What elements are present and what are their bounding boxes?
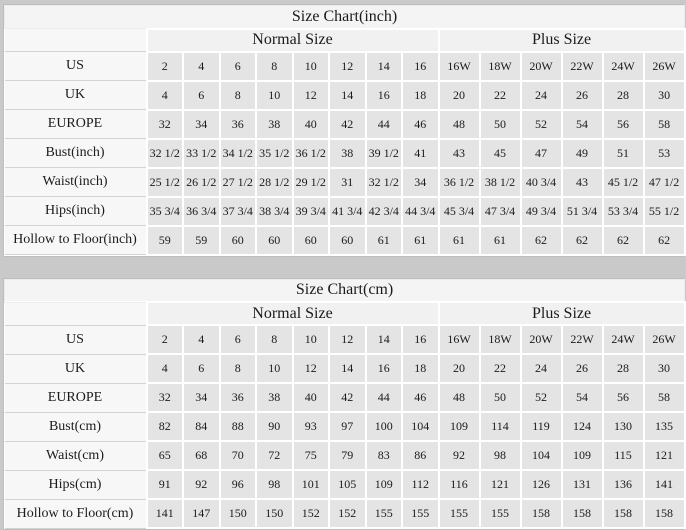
size-value-cell: 52 bbox=[521, 383, 562, 412]
size-value-cell: 14 bbox=[329, 81, 366, 110]
size-value-cell: 14 bbox=[329, 354, 366, 383]
size-value-cell: 62 bbox=[644, 226, 685, 255]
size-value-cell: 25 1/2 bbox=[147, 168, 184, 197]
size-value-cell: 114 bbox=[480, 412, 521, 441]
row-label: US bbox=[5, 325, 147, 354]
size-value-cell: 36 1/2 bbox=[439, 168, 480, 197]
size-row bbox=[5, 441, 685, 470]
row-label: Hips(inch) bbox=[5, 197, 147, 226]
size-value-cell: 109 bbox=[439, 412, 480, 441]
size-value-cell: 12 bbox=[293, 81, 330, 110]
size-value-cell: 136 bbox=[603, 470, 644, 499]
size-value-cell: 109 bbox=[366, 470, 403, 499]
size-value-cell: 116 bbox=[439, 470, 480, 499]
size-value-cell: 26 1/2 bbox=[183, 168, 220, 197]
size-value-cell: 38 1/2 bbox=[480, 168, 521, 197]
row-label: Hollow to Floor(inch) bbox=[5, 226, 147, 255]
size-value-cell: 16 bbox=[366, 81, 403, 110]
row-label: EUROPE bbox=[5, 110, 147, 139]
size-value-cell: 100 bbox=[366, 412, 403, 441]
size-value-cell: 34 bbox=[183, 110, 220, 139]
size-value-cell: 22W bbox=[562, 52, 603, 81]
size-value-cell: 93 bbox=[293, 412, 330, 441]
size-row bbox=[5, 499, 685, 528]
title-row bbox=[5, 6, 685, 29]
row-label: Bust(cm) bbox=[5, 412, 147, 441]
size-value-cell: 34 1/2 bbox=[220, 139, 257, 168]
size-row bbox=[5, 197, 685, 226]
size-value-cell: 61 bbox=[366, 226, 403, 255]
size-value-cell: 42 bbox=[329, 110, 366, 139]
size-value-cell: 49 bbox=[562, 139, 603, 168]
size-value-cell: 38 bbox=[329, 139, 366, 168]
size-value-cell: 58 bbox=[644, 383, 685, 412]
size-value-cell: 92 bbox=[183, 470, 220, 499]
size-value-cell: 31 bbox=[329, 168, 366, 197]
size-value-cell: 158 bbox=[562, 499, 603, 528]
normal-size-header: Normal Size bbox=[147, 29, 439, 52]
size-value-cell: 60 bbox=[220, 226, 257, 255]
size-row bbox=[5, 52, 685, 81]
row-label: US bbox=[5, 52, 147, 81]
size-value-cell: 22 bbox=[480, 81, 521, 110]
table-title: Size Chart(cm) bbox=[5, 279, 685, 302]
size-value-cell: 58 bbox=[644, 110, 685, 139]
row-label: EUROPE bbox=[5, 383, 147, 412]
size-value-cell: 10 bbox=[256, 81, 293, 110]
size-value-cell: 39 1/2 bbox=[366, 139, 403, 168]
size-value-cell: 36 3/4 bbox=[183, 197, 220, 226]
size-table-cm bbox=[4, 279, 686, 530]
size-row bbox=[5, 110, 685, 139]
size-value-cell: 59 bbox=[183, 226, 220, 255]
size-value-cell: 50 bbox=[480, 383, 521, 412]
size-value-cell: 10 bbox=[256, 354, 293, 383]
size-value-cell: 83 bbox=[366, 441, 403, 470]
size-value-cell: 27 1/2 bbox=[220, 168, 257, 197]
size-value-cell: 70 bbox=[220, 441, 257, 470]
size-value-cell: 4 bbox=[147, 81, 184, 110]
size-value-cell: 126 bbox=[521, 470, 562, 499]
size-value-cell: 98 bbox=[256, 470, 293, 499]
size-value-cell: 20 bbox=[439, 81, 480, 110]
size-chart-cm-table bbox=[3, 278, 683, 530]
size-value-cell: 51 bbox=[603, 139, 644, 168]
size-value-cell: 30 bbox=[644, 354, 685, 383]
size-value-cell: 59 bbox=[147, 226, 184, 255]
size-value-cell: 4 bbox=[147, 354, 184, 383]
size-value-cell: 53 bbox=[644, 139, 685, 168]
size-row bbox=[5, 325, 685, 354]
size-value-cell: 26W bbox=[644, 325, 685, 354]
size-value-cell: 61 bbox=[439, 226, 480, 255]
size-value-cell: 101 bbox=[293, 470, 330, 499]
size-value-cell: 115 bbox=[603, 441, 644, 470]
size-value-cell: 60 bbox=[293, 226, 330, 255]
size-value-cell: 62 bbox=[521, 226, 562, 255]
size-value-cell: 26 bbox=[562, 81, 603, 110]
size-value-cell: 42 bbox=[329, 383, 366, 412]
size-value-cell: 16 bbox=[402, 325, 439, 354]
size-value-cell: 24 bbox=[521, 81, 562, 110]
size-value-cell: 45 bbox=[480, 139, 521, 168]
size-value-cell: 36 bbox=[220, 383, 257, 412]
size-row bbox=[5, 226, 685, 255]
size-value-cell: 40 3/4 bbox=[521, 168, 562, 197]
size-row bbox=[5, 139, 685, 168]
size-value-cell: 82 bbox=[147, 412, 184, 441]
size-value-cell: 8 bbox=[220, 81, 257, 110]
size-value-cell: 44 3/4 bbox=[402, 197, 439, 226]
size-value-cell: 34 bbox=[402, 168, 439, 197]
size-value-cell: 16 bbox=[402, 52, 439, 81]
size-value-cell: 121 bbox=[480, 470, 521, 499]
corner-cell bbox=[5, 29, 147, 52]
size-value-cell: 119 bbox=[521, 412, 562, 441]
size-value-cell: 55 1/2 bbox=[644, 197, 685, 226]
size-value-cell: 79 bbox=[329, 441, 366, 470]
size-value-cell: 40 bbox=[293, 383, 330, 412]
size-value-cell: 86 bbox=[402, 441, 439, 470]
size-value-cell: 47 bbox=[521, 139, 562, 168]
size-value-cell: 36 bbox=[220, 110, 257, 139]
size-value-cell: 53 3/4 bbox=[603, 197, 644, 226]
size-value-cell: 12 bbox=[329, 325, 366, 354]
size-chart-inch-table bbox=[3, 4, 683, 257]
row-label: Hollow to Floor(cm) bbox=[5, 499, 147, 528]
size-value-cell: 141 bbox=[644, 470, 685, 499]
size-value-cell: 47 3/4 bbox=[480, 197, 521, 226]
size-value-cell: 35 1/2 bbox=[256, 139, 293, 168]
size-value-cell: 42 3/4 bbox=[366, 197, 403, 226]
size-value-cell: 8 bbox=[256, 52, 293, 81]
size-value-cell: 18 bbox=[402, 81, 439, 110]
size-value-cell: 130 bbox=[603, 412, 644, 441]
size-value-cell: 54 bbox=[562, 383, 603, 412]
size-value-cell: 147 bbox=[183, 499, 220, 528]
table-title: Size Chart(inch) bbox=[5, 6, 685, 29]
size-value-cell: 96 bbox=[220, 470, 257, 499]
size-value-cell: 26W bbox=[644, 52, 685, 81]
size-value-cell: 2 bbox=[147, 325, 184, 354]
size-value-cell: 45 3/4 bbox=[439, 197, 480, 226]
size-value-cell: 44 bbox=[366, 110, 403, 139]
size-value-cell: 88 bbox=[220, 412, 257, 441]
corner-cell bbox=[5, 302, 147, 325]
size-value-cell: 32 bbox=[147, 383, 184, 412]
size-value-cell: 48 bbox=[439, 383, 480, 412]
size-value-cell: 6 bbox=[183, 81, 220, 110]
size-value-cell: 109 bbox=[562, 441, 603, 470]
size-value-cell: 98 bbox=[480, 441, 521, 470]
size-value-cell: 105 bbox=[329, 470, 366, 499]
size-value-cell: 60 bbox=[256, 226, 293, 255]
size-value-cell: 65 bbox=[147, 441, 184, 470]
size-value-cell: 18 bbox=[402, 354, 439, 383]
size-value-cell: 32 1/2 bbox=[147, 139, 184, 168]
size-value-cell: 124 bbox=[562, 412, 603, 441]
size-value-cell: 38 3/4 bbox=[256, 197, 293, 226]
size-value-cell: 28 1/2 bbox=[256, 168, 293, 197]
size-value-cell: 47 1/2 bbox=[644, 168, 685, 197]
size-value-cell: 8 bbox=[220, 354, 257, 383]
size-value-cell: 121 bbox=[644, 441, 685, 470]
size-value-cell: 152 bbox=[329, 499, 366, 528]
size-value-cell: 6 bbox=[220, 52, 257, 81]
size-value-cell: 24W bbox=[603, 52, 644, 81]
size-value-cell: 60 bbox=[329, 226, 366, 255]
group-header-row bbox=[5, 29, 685, 52]
size-value-cell: 52 bbox=[521, 110, 562, 139]
size-value-cell: 37 3/4 bbox=[220, 197, 257, 226]
size-value-cell: 131 bbox=[562, 470, 603, 499]
size-value-cell: 51 3/4 bbox=[562, 197, 603, 226]
size-value-cell: 6 bbox=[220, 325, 257, 354]
size-row bbox=[5, 383, 685, 412]
size-value-cell: 41 3/4 bbox=[329, 197, 366, 226]
size-value-cell: 29 1/2 bbox=[293, 168, 330, 197]
row-label: Bust(inch) bbox=[5, 139, 147, 168]
row-label: Hips(cm) bbox=[5, 470, 147, 499]
size-value-cell: 26 bbox=[562, 354, 603, 383]
size-value-cell: 18W bbox=[480, 52, 521, 81]
size-value-cell: 61 bbox=[480, 226, 521, 255]
size-value-cell: 91 bbox=[147, 470, 184, 499]
size-value-cell: 10 bbox=[293, 52, 330, 81]
size-value-cell: 45 1/2 bbox=[603, 168, 644, 197]
size-value-cell: 28 bbox=[603, 354, 644, 383]
size-value-cell: 61 bbox=[402, 226, 439, 255]
size-value-cell: 22 bbox=[480, 354, 521, 383]
size-value-cell: 32 1/2 bbox=[366, 168, 403, 197]
size-value-cell: 56 bbox=[603, 110, 644, 139]
size-value-cell: 14 bbox=[366, 52, 403, 81]
size-value-cell: 54 bbox=[562, 110, 603, 139]
size-value-cell: 150 bbox=[220, 499, 257, 528]
size-value-cell: 155 bbox=[439, 499, 480, 528]
size-value-cell: 32 bbox=[147, 110, 184, 139]
size-value-cell: 40 bbox=[293, 110, 330, 139]
size-value-cell: 152 bbox=[293, 499, 330, 528]
size-value-cell: 34 bbox=[183, 383, 220, 412]
size-value-cell: 62 bbox=[603, 226, 644, 255]
size-value-cell: 41 bbox=[402, 139, 439, 168]
size-value-cell: 158 bbox=[521, 499, 562, 528]
size-value-cell: 50 bbox=[480, 110, 521, 139]
size-value-cell: 84 bbox=[183, 412, 220, 441]
size-value-cell: 92 bbox=[439, 441, 480, 470]
size-value-cell: 75 bbox=[293, 441, 330, 470]
title-row bbox=[5, 279, 685, 302]
size-value-cell: 22W bbox=[562, 325, 603, 354]
size-value-cell: 39 3/4 bbox=[293, 197, 330, 226]
size-value-cell: 38 bbox=[256, 383, 293, 412]
size-value-cell: 8 bbox=[256, 325, 293, 354]
size-table-body bbox=[5, 325, 685, 528]
size-value-cell: 104 bbox=[521, 441, 562, 470]
size-value-cell: 155 bbox=[402, 499, 439, 528]
size-value-cell: 12 bbox=[293, 354, 330, 383]
row-label: UK bbox=[5, 81, 147, 110]
size-value-cell: 38 bbox=[256, 110, 293, 139]
size-value-cell: 20W bbox=[521, 52, 562, 81]
size-value-cell: 48 bbox=[439, 110, 480, 139]
size-value-cell: 2 bbox=[147, 52, 184, 81]
size-value-cell: 30 bbox=[644, 81, 685, 110]
size-value-cell: 90 bbox=[256, 412, 293, 441]
size-value-cell: 24W bbox=[603, 325, 644, 354]
size-value-cell: 135 bbox=[644, 412, 685, 441]
plus-size-header: Plus Size bbox=[439, 302, 685, 325]
size-chart-page bbox=[0, 4, 686, 530]
size-value-cell: 56 bbox=[603, 383, 644, 412]
plus-size-header: Plus Size bbox=[439, 29, 685, 52]
size-row bbox=[5, 412, 685, 441]
size-value-cell: 46 bbox=[402, 383, 439, 412]
size-table-body bbox=[5, 52, 685, 255]
size-value-cell: 43 bbox=[562, 168, 603, 197]
size-row bbox=[5, 81, 685, 110]
size-value-cell: 158 bbox=[644, 499, 685, 528]
size-value-cell: 18W bbox=[480, 325, 521, 354]
size-value-cell: 150 bbox=[256, 499, 293, 528]
size-value-cell: 20W bbox=[521, 325, 562, 354]
size-value-cell: 72 bbox=[256, 441, 293, 470]
size-value-cell: 46 bbox=[402, 110, 439, 139]
size-value-cell: 155 bbox=[480, 499, 521, 528]
size-value-cell: 112 bbox=[402, 470, 439, 499]
size-value-cell: 14 bbox=[366, 325, 403, 354]
size-row bbox=[5, 354, 685, 383]
size-value-cell: 36 1/2 bbox=[293, 139, 330, 168]
size-value-cell: 68 bbox=[183, 441, 220, 470]
size-value-cell: 104 bbox=[402, 412, 439, 441]
size-value-cell: 4 bbox=[183, 325, 220, 354]
size-value-cell: 24 bbox=[521, 354, 562, 383]
row-label: Waist(inch) bbox=[5, 168, 147, 197]
size-value-cell: 16W bbox=[439, 52, 480, 81]
size-value-cell: 16 bbox=[366, 354, 403, 383]
normal-size-header: Normal Size bbox=[147, 302, 439, 325]
size-value-cell: 141 bbox=[147, 499, 184, 528]
group-header-row bbox=[5, 302, 685, 325]
size-value-cell: 33 1/2 bbox=[183, 139, 220, 168]
row-label: Waist(cm) bbox=[5, 441, 147, 470]
size-value-cell: 62 bbox=[562, 226, 603, 255]
size-value-cell: 43 bbox=[439, 139, 480, 168]
size-value-cell: 28 bbox=[603, 81, 644, 110]
size-value-cell: 16W bbox=[439, 325, 480, 354]
size-value-cell: 49 3/4 bbox=[521, 197, 562, 226]
size-value-cell: 158 bbox=[603, 499, 644, 528]
size-value-cell: 35 3/4 bbox=[147, 197, 184, 226]
size-value-cell: 12 bbox=[329, 52, 366, 81]
size-value-cell: 6 bbox=[183, 354, 220, 383]
size-value-cell: 10 bbox=[293, 325, 330, 354]
row-label: UK bbox=[5, 354, 147, 383]
size-value-cell: 155 bbox=[366, 499, 403, 528]
size-value-cell: 20 bbox=[439, 354, 480, 383]
size-value-cell: 44 bbox=[366, 383, 403, 412]
size-value-cell: 4 bbox=[183, 52, 220, 81]
size-table-inch bbox=[4, 5, 686, 256]
size-row bbox=[5, 168, 685, 197]
size-row bbox=[5, 470, 685, 499]
size-value-cell: 97 bbox=[329, 412, 366, 441]
